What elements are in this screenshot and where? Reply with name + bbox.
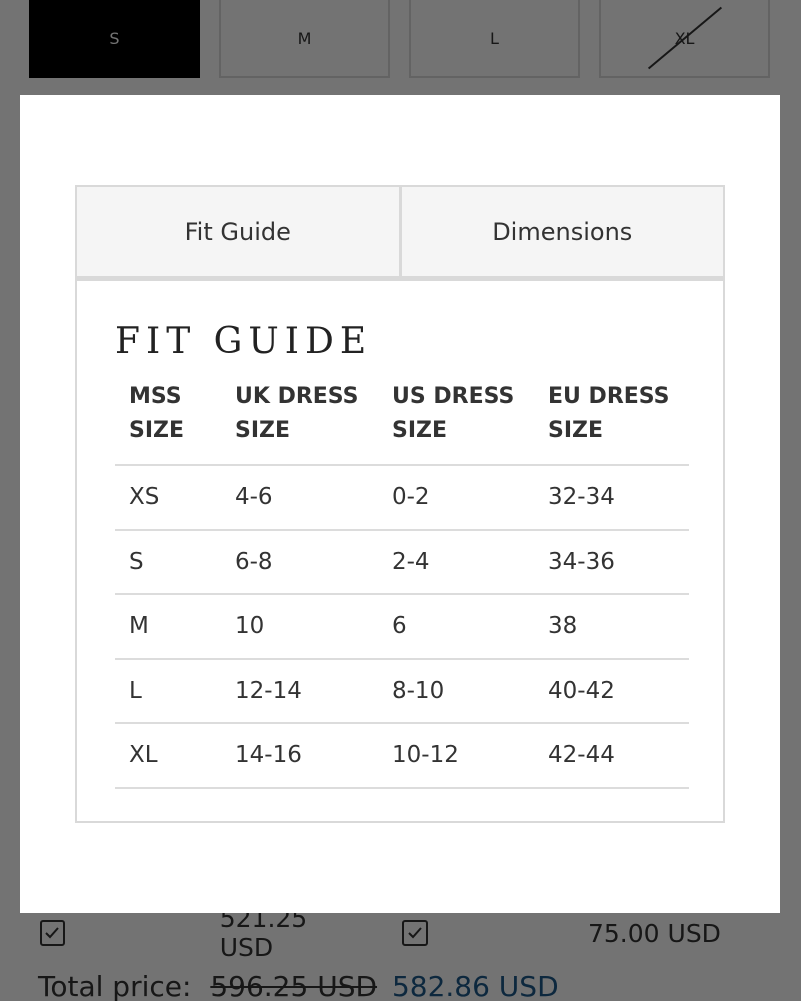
table-row <box>115 659 689 724</box>
table-cell: 4-6 <box>221 465 378 530</box>
table-cell: 10 <box>221 594 378 659</box>
table-cell: XS <box>115 465 221 530</box>
table-cell: 34-36 <box>534 530 689 595</box>
tab-bar <box>77 187 723 281</box>
table-row <box>115 465 689 530</box>
fit-guide-table <box>115 380 689 789</box>
table-cell: 40-42 <box>534 659 689 724</box>
table-cell: 2-4 <box>378 530 534 595</box>
table-row <box>115 594 689 659</box>
column-header: UK DRESS SIZE <box>235 384 359 443</box>
table-cell: S <box>115 530 221 595</box>
table-cell: 0-2 <box>378 465 534 530</box>
size-guide-modal <box>20 95 780 913</box>
column-header: MSS SIZE <box>129 384 185 443</box>
tab-dimensions[interactable] <box>399 187 724 276</box>
column-header: EU DRESS SIZE <box>548 384 670 443</box>
table-cell: XL <box>115 723 221 788</box>
tab-label: Dimensions <box>492 217 633 246</box>
table-row <box>115 530 689 595</box>
column-header: US DRESS SIZE <box>392 384 515 443</box>
tab-fit-guide[interactable] <box>77 187 399 276</box>
table-cell: 6-8 <box>221 530 378 595</box>
table-cell: M <box>115 594 221 659</box>
table-cell: 12-14 <box>221 659 378 724</box>
table-cell: 38 <box>534 594 689 659</box>
table-cell: 32-34 <box>534 465 689 530</box>
table-cell: 8-10 <box>378 659 534 724</box>
table-cell: L <box>115 659 221 724</box>
table-cell: 14-16 <box>221 723 378 788</box>
tab-label: Fit Guide <box>184 217 291 246</box>
panel-title: FIT GUIDE <box>115 321 373 362</box>
table-cell: 10-12 <box>378 723 534 788</box>
table-cell: 6 <box>378 594 534 659</box>
table-cell: 42-44 <box>534 723 689 788</box>
table-row <box>115 723 689 788</box>
fit-guide-panel <box>115 321 689 789</box>
size-guide-tabs-container <box>75 185 725 823</box>
table-header-row <box>115 380 689 465</box>
